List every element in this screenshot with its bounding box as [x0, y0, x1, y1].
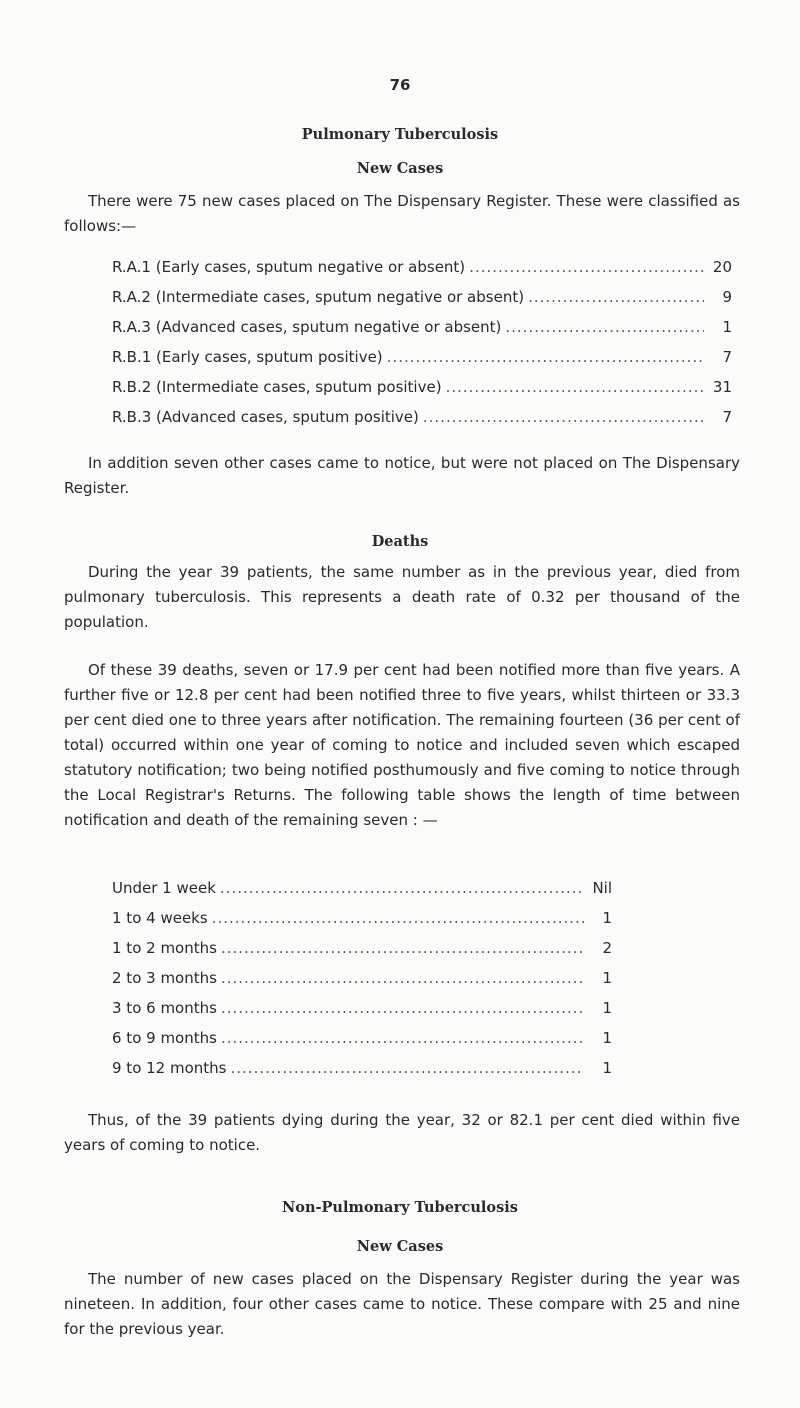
classification-value: 20 — [712, 258, 732, 276]
interval-value: 1 — [602, 999, 612, 1017]
interval-list — [112, 879, 612, 1089]
interval-value: 1 — [602, 969, 612, 987]
classification-label: R.A.2 (Intermediate cases, sputum negative or absent) — [112, 288, 525, 306]
interval-label: 2 to 3 months — [112, 969, 217, 987]
interval-value: 1 — [602, 1029, 612, 1047]
classification-row — [112, 288, 732, 318]
classification-label: R.A.1 (Early cases, sputum negative or absent) — [112, 258, 466, 276]
interval-row — [112, 969, 612, 999]
deaths-para-1: During the year 39 patients, the same number as in the previous year, died from pulmonary tuberculosis. This represents a death rate of 0.32 per thousand of the population. — [64, 563, 740, 631]
interval-label: 1 to 2 months — [112, 939, 217, 957]
interval-label: 1 to 4 weeks — [112, 909, 208, 927]
classification-value: 7 — [722, 408, 732, 426]
interval-value: 2 — [602, 939, 612, 957]
interval-row — [112, 1029, 612, 1059]
classification-row — [112, 318, 732, 348]
interval-row — [112, 1059, 612, 1089]
pulmonary-intro: There were 75 new cases placed on The Dispensary Register. These were classified as follows:— — [64, 192, 740, 235]
interval-value: 1 — [602, 909, 612, 927]
section-heading-non-pulmonary: Non-Pulmonary Tuberculosis — [282, 1199, 518, 1216]
non-pulmonary-para: The number of new cases placed on the Dispensary Register during the year was nineteen. In addition, four other cases came to notice. These compare with 25 and nine for the previous year. — [64, 1270, 740, 1338]
deaths-para-2: Of these 39 deaths, seven or 17.9 per cent had been notified more than five years. A further five or 12.8 per cent had been notified three to five years, whilst thirteen or 33.3 per cent died one to three years after notification. The remaining fourteen (36 per cent of total) occurred within one year of coming to notice and included seven which escaped statutory notification; two being notified posthumously and five coming to notice through the Local Registrar's Returns. The following table shows the length of time between notification and death of the remaining seven : — — [64, 661, 740, 829]
classification-row — [112, 408, 732, 438]
classification-value: 1 — [722, 318, 732, 336]
classification-value: 7 — [722, 348, 732, 366]
interval-label: Under 1 week — [112, 879, 216, 897]
classification-value: 9 — [722, 288, 732, 306]
interval-label: 3 to 6 months — [112, 999, 217, 1017]
interval-value: 1 — [602, 1059, 612, 1077]
interval-label: 6 to 9 months — [112, 1029, 217, 1047]
interval-row — [112, 909, 612, 939]
interval-row — [112, 999, 612, 1029]
classification-row — [112, 348, 732, 378]
classification-label: R.B.2 (Intermediate cases, sputum positive) — [112, 378, 442, 396]
classification-row — [112, 258, 732, 288]
deaths-summary: Thus, of the 39 patients dying during the year, 32 or 82.1 per cent died within five years of coming to notice. — [64, 1111, 740, 1154]
section-heading-deaths: Deaths — [371, 533, 429, 550]
interval-row — [112, 939, 612, 969]
classification-value: 31 — [712, 378, 732, 396]
section-heading-pulmonary: Pulmonary Tuberculosis — [301, 126, 499, 143]
pulmonary-addition: In addition seven other cases came to notice, but were not placed on The Dispensary Register. — [64, 454, 740, 497]
interval-row — [112, 879, 612, 909]
classification-row — [112, 378, 732, 408]
classification-label: R.A.3 (Advanced cases, sputum negative or absent) — [112, 318, 502, 336]
subheading-new-cases: New Cases — [356, 160, 444, 177]
subheading-non-pulmonary-new-cases: New Cases — [356, 1238, 444, 1255]
interval-label: 9 to 12 months — [112, 1059, 227, 1077]
classification-label: R.B.1 (Early cases, sputum positive) — [112, 348, 383, 366]
page-number: 76 — [389, 76, 411, 94]
interval-value: Nil — [592, 879, 612, 897]
classification-label: R.B.3 (Advanced cases, sputum positive) — [112, 408, 419, 426]
classification-list — [112, 258, 732, 438]
